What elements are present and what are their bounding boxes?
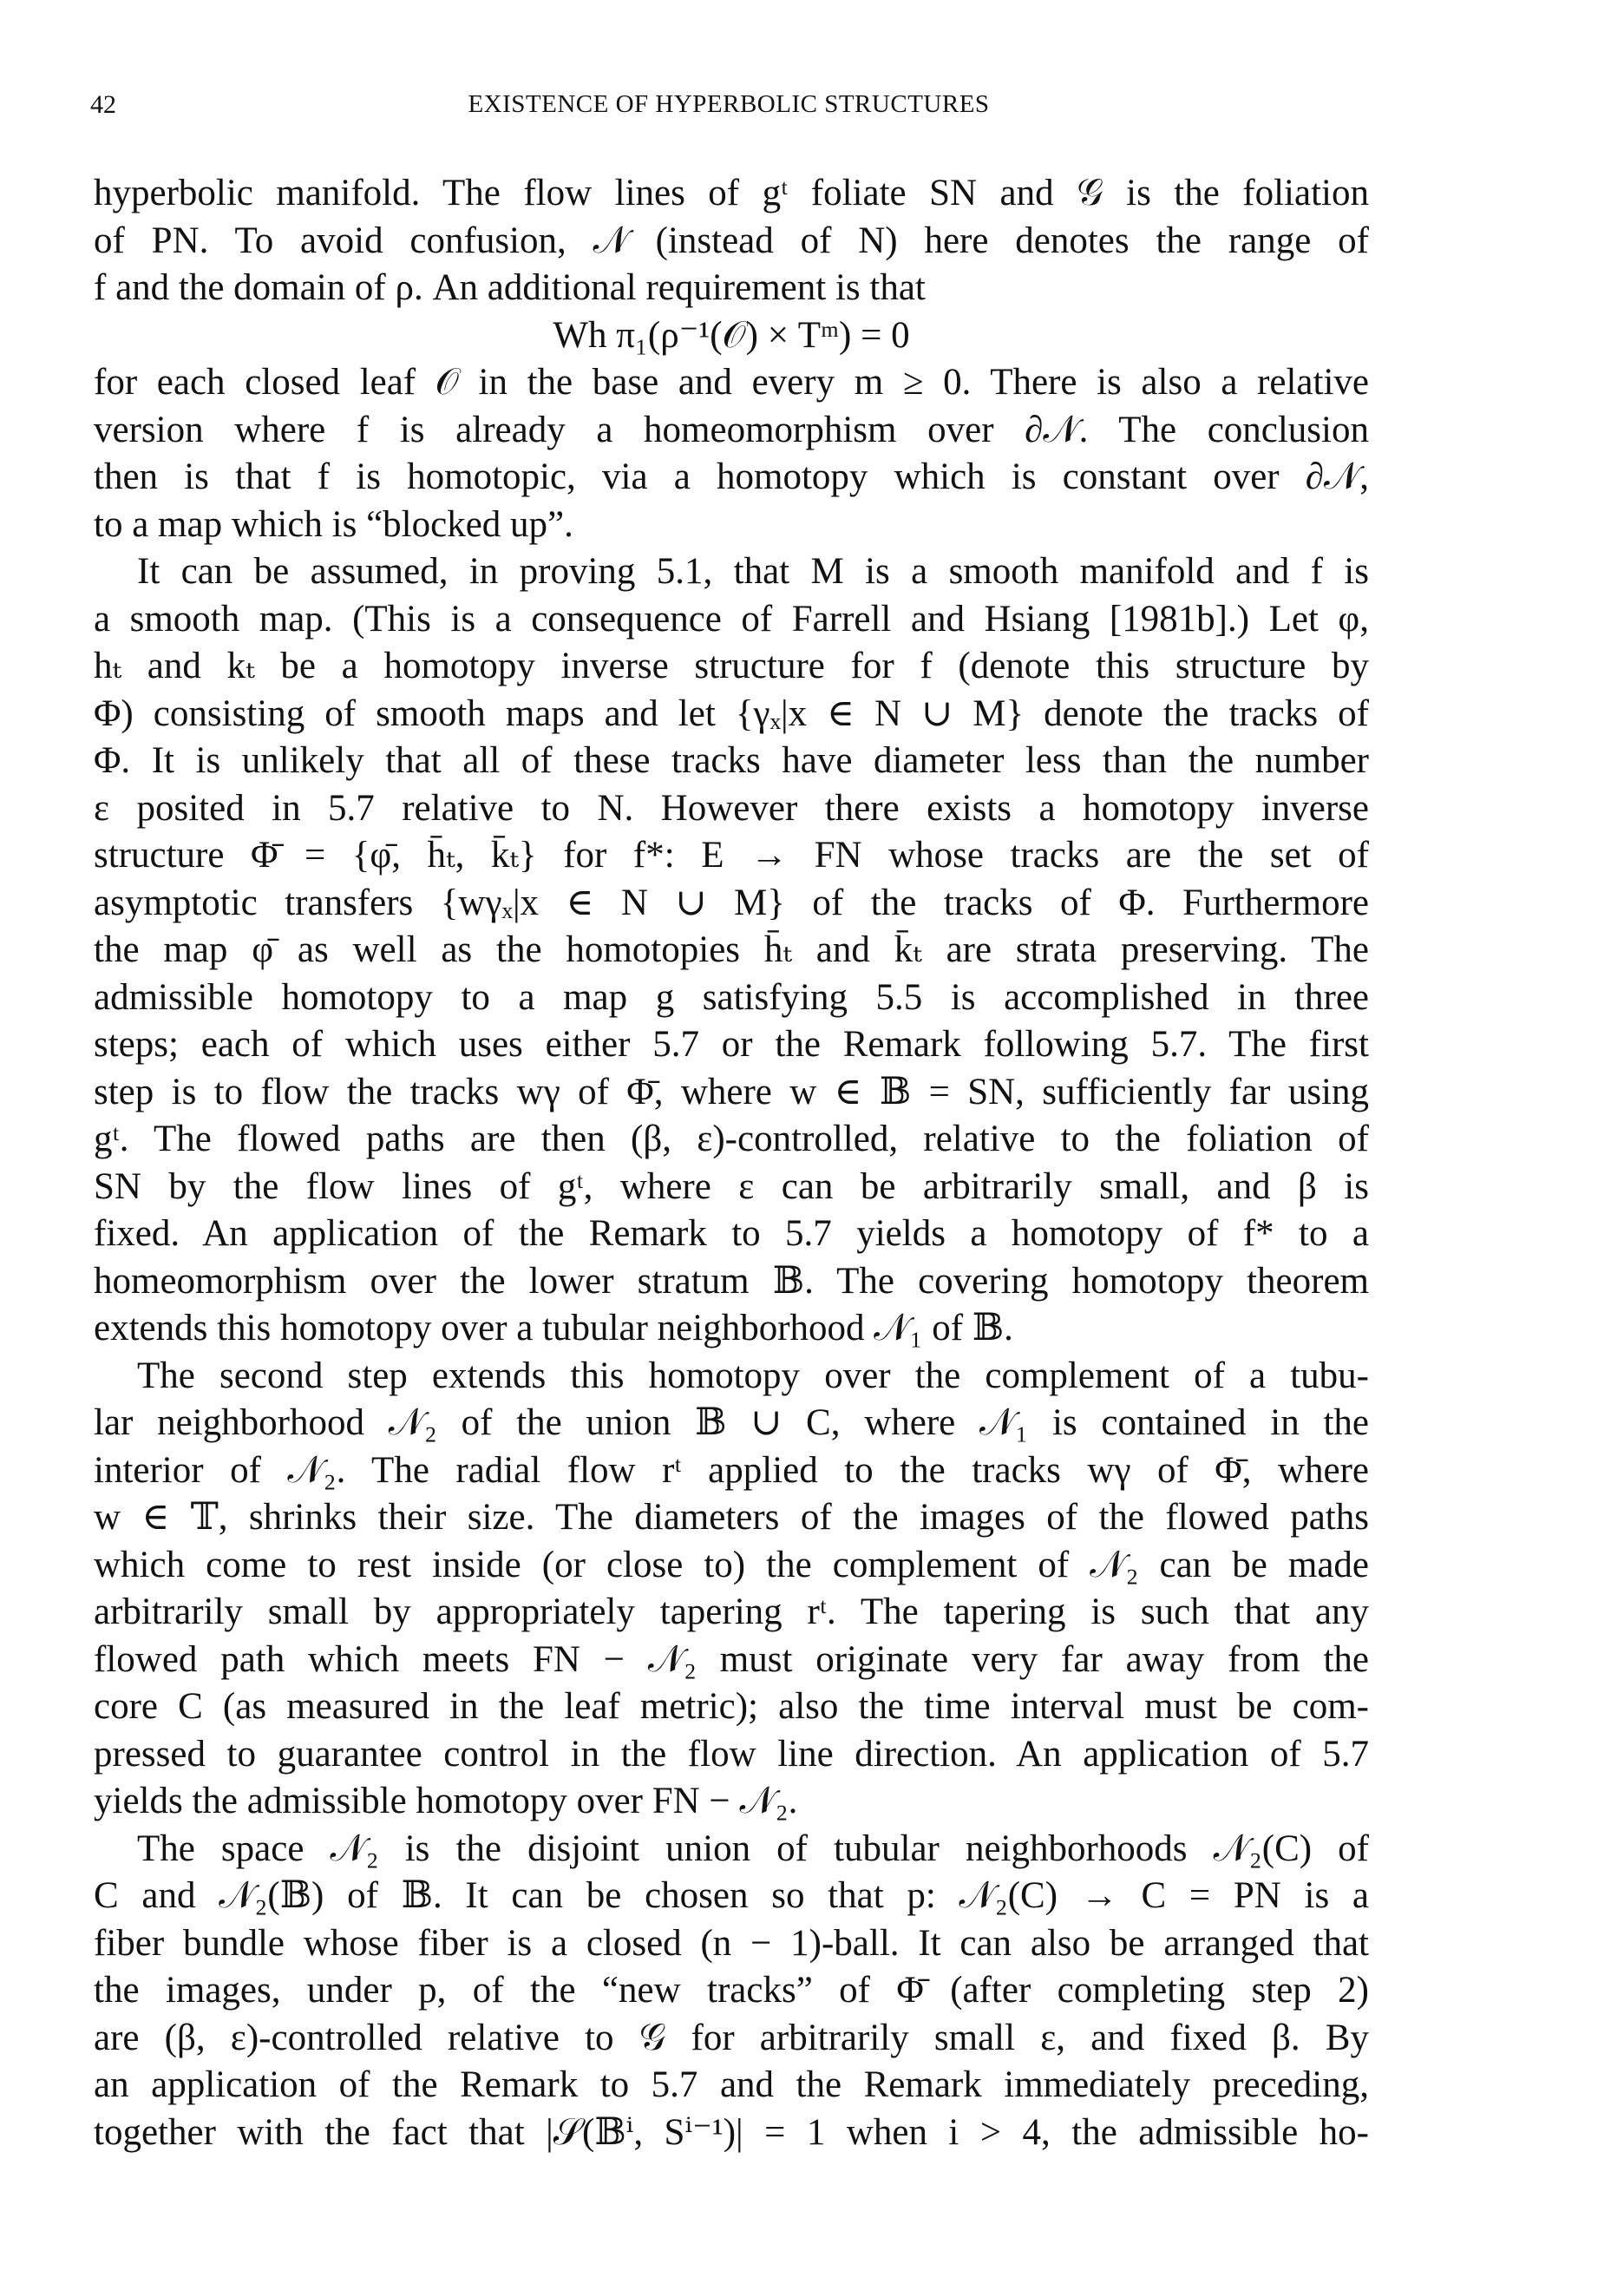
text-line: to a map which is “blocked up”. — [94, 503, 573, 545]
text-line: for each closed leaf 𝒪 in the base and every m ≥ 0. There is also a relative — [94, 362, 1369, 403]
text-line: w ∈ 𝕋, shrinks their size. The diameters of the images of the flowed paths — [94, 1497, 1369, 1538]
text-line: yields the admissible homotopy over FN − 𝒩₂. — [94, 1781, 798, 1821]
text-line: hₜ and kₜ be a homotopy inverse structure for f (denote this structure by — [94, 646, 1369, 686]
text-line: fixed. An application of the Remark to 5.7 yields a homotopy of f* to a — [94, 1213, 1369, 1254]
running-head: EXISTENCE OF HYPERBOLIC STRUCTURES — [468, 90, 990, 118]
paragraph-first-line: The space 𝒩₂ is the disjoint union of tubular neighborhoods 𝒩₂(C) of — [137, 1828, 1369, 1869]
text-line: f and the domain of ρ. An additional requirement is that — [94, 267, 926, 308]
text-line: admissible homotopy to a map g satisfying 5.5 is accomplished in three — [94, 976, 1369, 1018]
text-line: which come to rest inside (or close to) the complement of 𝒩₂ can be made — [94, 1544, 1369, 1585]
paragraph-first-line: The second step extends this homotopy over the complement of a tubu- — [137, 1355, 1369, 1396]
text-line: a smooth map. (This is a consequence of Farrell and Hsiang [1981b].) Let φ, — [94, 598, 1369, 640]
text-line: an application of the Remark to 5.7 and the Remark immediately preceding, — [94, 2064, 1369, 2105]
text-line: step is to flow the tracks wγ of Φ̄, where w ∈ 𝔹 = SN, sufficiently far using — [94, 1071, 1369, 1112]
text-line: together with the fact that |𝒮(𝔹ⁱ, Sⁱ⁻¹)| = 1 when i > 4, the admissible ho- — [94, 2111, 1369, 2153]
text-line: then is that f is homotopic, via a homotopy which is constant over ∂𝒩, — [94, 456, 1369, 497]
text-line: of PN. To avoid confusion, 𝒩 (instead of N) here denotes the range of — [94, 220, 1369, 261]
text-line: Φ) consisting of smooth maps and let {γₓ|x ∈ N ∪ M} denote the tracks of — [94, 692, 1369, 734]
text-line: interior of 𝒩₂. The radial flow rᵗ applied to the tracks wγ of Φ̄, where — [94, 1449, 1369, 1491]
text-line: gᵗ. The flowed paths are then (β, ε)-controlled, relative to the foliation of — [94, 1119, 1369, 1159]
paragraph-first-line: It can be assumed, in proving 5.1, that M is a smooth manifold and f is — [137, 551, 1369, 592]
body-text — [94, 170, 1369, 2156]
text-line: arbitrarily small by appropriately tapering rᵗ. The tapering is such that any — [94, 1591, 1369, 1632]
text-line: core C (as measured in the leaf metric); also the time interval must be com- — [94, 1686, 1369, 1727]
text-line: flowed path which meets FN − 𝒩₂ must originate very far away from the — [94, 1638, 1369, 1680]
text-line: are (β, ε)-controlled relative to 𝒢 for arbitrarily small ε, and fixed β. By — [94, 2017, 1369, 2058]
text-line: the images, under p, of the “new tracks” of Φ̄ (after completing step 2) — [94, 1970, 1369, 2011]
text-line: ε posited in 5.7 relative to N. However there exists a homotopy inverse — [94, 787, 1369, 829]
page-header — [90, 90, 1367, 125]
text-line: version where f is already a homeomorphism over ∂𝒩. The conclusion — [94, 409, 1369, 450]
display-equation: Wh π₁(ρ⁻¹(𝒪) × Tᵐ) = 0 — [553, 314, 910, 356]
text-line: pressed to guarantee control in the flow line direction. An application of 5.7 — [94, 1733, 1369, 1775]
text-line: C and 𝒩₂(𝔹) of 𝔹. It can be chosen so that p: 𝒩₂(C) → C = PN is a — [94, 1875, 1369, 1916]
text-line: homeomorphism over the lower stratum 𝔹. The covering homotopy theorem — [94, 1260, 1369, 1302]
text-line: extends this homotopy over a tubular neighborhood 𝒩₁ of 𝔹. — [94, 1308, 1013, 1348]
text-line: the map φ̄ as well as the homotopies h̄ₜ and k̄ₜ are strata preserving. The — [94, 929, 1369, 970]
text-line: hyperbolic manifold. The flow lines of gᵗ foliate SN and 𝒢 is the foliation — [94, 173, 1369, 213]
text-line: asymptotic transfers {wγₓ|x ∈ N ∪ M} of the tracks of Φ. Furthermore — [94, 882, 1369, 923]
page-number: 42 — [90, 90, 116, 119]
text-line: Φ. It is unlikely that all of these tracks have diameter less than the number — [94, 740, 1369, 781]
text-line: fiber bundle whose fiber is a closed (n − 1)-ball. It can also be arranged that — [94, 1922, 1369, 1964]
text-line: lar neighborhood 𝒩₂ of the union 𝔹 ∪ C, where 𝒩₁ is contained in the — [94, 1402, 1369, 1443]
text-line: SN by the flow lines of gᵗ, where ε can be arbitrarily small, and β is — [94, 1165, 1369, 1207]
text-line: steps; each of which uses either 5.7 or the Remark following 5.7. The first — [94, 1024, 1369, 1065]
text-line: structure Φ̄ = {φ̄, h̄ₜ, k̄ₜ} for f*: E → FN whose tracks are the set of — [94, 835, 1369, 876]
